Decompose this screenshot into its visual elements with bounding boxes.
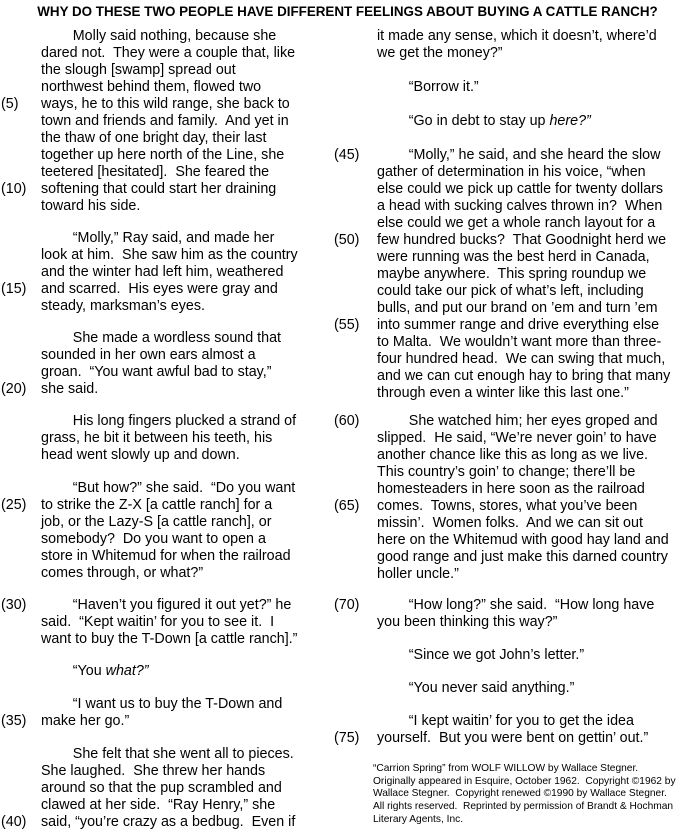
line-number: (55) bbox=[334, 317, 360, 333]
left-text-line: She laughed. She threw her hands bbox=[41, 763, 266, 779]
left-text-line: head went slowly up and down. bbox=[41, 447, 240, 463]
left-text-line: the slough [swamp] spread out bbox=[41, 62, 236, 78]
right-text-line: “I kept waitin’ for you to get the idea bbox=[377, 713, 634, 729]
left-text-line: grass, he bit it between his teeth, his bbox=[41, 430, 273, 446]
italic-text: what?” bbox=[105, 663, 149, 679]
left-text-line: and the winter had left him, weathered bbox=[41, 264, 284, 280]
left-text-line: and scarred. His eyes were gray and bbox=[41, 281, 278, 297]
right-text-line: missin’. Women folks. And we can sit out bbox=[377, 515, 643, 531]
left-text-line: ways, he to this wild range, she back to bbox=[41, 96, 290, 112]
right-text-line: This country’s goin’ to change; there’ll be bbox=[377, 464, 636, 480]
text-segment: “Go in debt to stay up bbox=[377, 113, 550, 129]
right-text-line: “How long?” she said. “How long have bbox=[377, 597, 655, 613]
left-text-line: teetered [hesitated]. She feared the bbox=[41, 164, 270, 180]
left-text-line: job, or the Lazy-S [a cattle ranch], or bbox=[41, 514, 272, 530]
left-text-line: sounded in her own ears almost a bbox=[41, 347, 256, 363]
right-text-line: it made any sense, which it doesn’t, where’d bbox=[377, 28, 657, 44]
right-text-line: a head with sucking calves thrown in? When bbox=[377, 198, 663, 214]
left-text-line: “Molly,” Ray said, and made her bbox=[41, 230, 275, 246]
left-text-line: “But how?” she said. “Do you want bbox=[41, 480, 296, 496]
right-text-line: could take our pick of what’s left, including bbox=[377, 283, 644, 299]
right-text-line bbox=[377, 113, 591, 130]
left-text-line: groan. “You want awful bad to stay,” bbox=[41, 364, 272, 380]
line-number: (65) bbox=[334, 498, 360, 514]
left-text-line: His long fingers plucked a strand of bbox=[41, 413, 297, 429]
left-text-line: the thaw of one bright day, their last bbox=[41, 130, 267, 146]
right-text-line: here on the Whitemud with good hay land and bbox=[377, 532, 669, 548]
right-text-line: else could we pick up cattle for twenty dollars bbox=[377, 181, 664, 197]
right-text-line: maybe anywhere. This spring roundup we bbox=[377, 266, 647, 282]
left-text-line: together up here north of the Line, she bbox=[41, 147, 285, 163]
right-text-line: four hundred head. We can swing that much, bbox=[377, 351, 666, 367]
right-text-line: comes. Towns, stores, what you’ve been bbox=[377, 498, 638, 514]
right-text-line: bulls, and put our brand on ’em and turn ’em bbox=[377, 300, 658, 316]
right-text-line: She watched him; her eyes groped and bbox=[377, 413, 658, 429]
left-text-line: northwest behind them, flowed two bbox=[41, 79, 262, 95]
left-text-line: around so that the pup scrambled and bbox=[41, 780, 282, 796]
line-number: (40) bbox=[1, 814, 27, 830]
left-text-line: somebody? Do you want to open a bbox=[41, 531, 266, 547]
right-text-line: gather of determination in his voice, “when bbox=[377, 164, 646, 180]
left-text-line: “Haven’t you figured it out yet?” he bbox=[41, 597, 292, 613]
line-number: (70) bbox=[334, 597, 360, 613]
right-text-line: “Molly,” he said, and she heard the slow bbox=[377, 147, 661, 163]
right-text-line: “Since we got John’s letter.” bbox=[377, 647, 585, 663]
line-number: (5) bbox=[1, 96, 19, 112]
left-text-line: comes through, or what?” bbox=[41, 565, 204, 581]
left-text-line: store in Whitemud for when the railroad bbox=[41, 548, 291, 564]
italic-text: here?” bbox=[549, 113, 591, 129]
left-text-line: Molly said nothing, because she bbox=[41, 28, 277, 44]
left-text-line: dared not. They were a couple that, like bbox=[41, 45, 296, 61]
line-number: (20) bbox=[1, 381, 27, 397]
credit-line: All rights reserved. Reprinted by permission of Brandt & Hochman bbox=[373, 801, 674, 813]
left-text-line: said. “Kept waitin’ for you to see it. I bbox=[41, 614, 275, 630]
credit-line: Literary Agents, Inc. bbox=[373, 813, 464, 825]
text-segment: “You bbox=[41, 663, 106, 679]
left-text-line: clawed at her side. “Ray Henry,” she bbox=[41, 797, 276, 813]
left-text-line: She felt that she went all to pieces. bbox=[41, 746, 294, 762]
right-text-line: through even a winter like this last one.” bbox=[377, 385, 629, 401]
line-number: (35) bbox=[1, 713, 27, 729]
line-number: (50) bbox=[334, 232, 360, 248]
left-text-line: make her go.” bbox=[41, 713, 130, 729]
right-text-line: we get the money?” bbox=[377, 45, 503, 61]
left-text-line: want to buy the T-Down [a cattle ranch].” bbox=[41, 631, 298, 647]
left-text-line: town and friends and family. And yet in bbox=[41, 113, 289, 129]
left-text-line: she said. bbox=[41, 381, 99, 397]
right-text-line: “You never said anything.” bbox=[377, 680, 575, 696]
right-text-line: slipped. He said, “We’re never goin’ to have bbox=[377, 430, 657, 446]
line-number: (45) bbox=[334, 147, 360, 163]
line-number: (15) bbox=[1, 281, 27, 297]
left-text-line: to strike the Z-X [a cattle ranch] for a bbox=[41, 497, 273, 513]
left-text-line: steady, marksman’s eyes. bbox=[41, 298, 205, 314]
right-text-line: into summer range and drive everything else bbox=[377, 317, 660, 333]
right-text-line: were running was the best herd in Canada, bbox=[377, 249, 650, 265]
right-text-line: “Borrow it.” bbox=[377, 79, 479, 95]
left-text-line: toward his side. bbox=[41, 198, 141, 214]
left-text-line: softening that could start her draining bbox=[41, 181, 277, 197]
right-text-line: to Malta. We wouldn’t want more than three- bbox=[377, 334, 662, 350]
left-text-line: said, “you’re crazy as a bedbug. Even if bbox=[41, 814, 296, 830]
credit-line: “Carrion Spring” from WOLF WILLOW by Wallace Stegner. bbox=[373, 763, 639, 774]
right-text-line: and we can cut enough hay to bring that many bbox=[377, 368, 671, 384]
right-text-line: homesteaders in here soon as the railroad bbox=[377, 481, 645, 497]
right-text-line: yourself. But you were bent on gettin’ out.” bbox=[377, 730, 649, 746]
right-text-line: another chance like this as long as we live. bbox=[377, 447, 648, 463]
left-text-line: “I want us to buy the T-Down and bbox=[41, 696, 283, 712]
line-number: (30) bbox=[1, 597, 27, 613]
credit-line: Wallace Stegner. Copyright renewed ©1990 by Wallace Stegner. bbox=[373, 788, 667, 800]
right-text-line: you been thinking this way?” bbox=[377, 614, 558, 630]
left-text-line: look at him. She saw him as the country bbox=[41, 247, 298, 263]
line-number: (75) bbox=[334, 730, 360, 746]
credit-line: Originally appeared in Esquire, October 1962. Copyright ©1962 by bbox=[373, 775, 676, 787]
right-text-line: else could we get a whole ranch layout for a bbox=[377, 215, 656, 231]
line-number: (60) bbox=[334, 413, 360, 429]
right-text-line: few hundred bucks? That Goodnight herd we bbox=[377, 232, 667, 248]
left-text-line bbox=[41, 663, 149, 680]
line-number: (25) bbox=[1, 497, 27, 513]
right-text-line: good range and just make this darned country bbox=[377, 549, 668, 565]
left-text-line: She made a wordless sound that bbox=[41, 330, 282, 346]
line-number: (10) bbox=[1, 181, 27, 197]
page-title: WHY DO THESE TWO PEOPLE HAVE DIFFERENT FEELINGS ABOUT BUYING A CATTLE RANCH? bbox=[37, 4, 658, 19]
right-text-line: holler uncle.” bbox=[377, 566, 459, 582]
